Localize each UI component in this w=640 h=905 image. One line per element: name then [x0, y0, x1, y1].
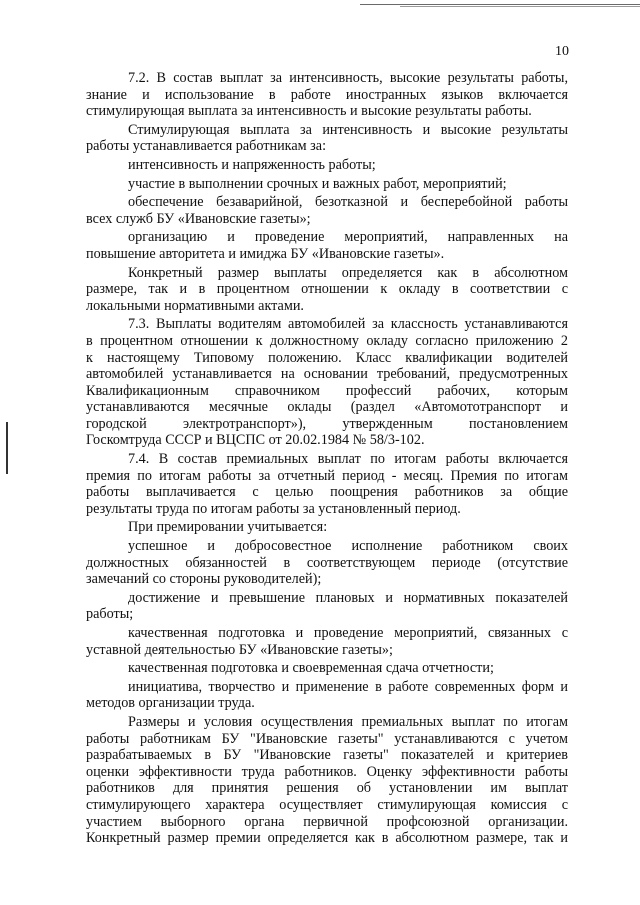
text-line: участием выборного органа первичной профсоюзной организации. [86, 813, 568, 830]
page-number: 10 [555, 44, 569, 59]
text-line: организацию и проведение мероприятий, направленных на [128, 229, 568, 246]
text-line: к настоящему Типовому положению. Класс квалификации водителей [86, 349, 568, 366]
text-line: успешное и добросовестное исполнение работником своих [128, 538, 568, 555]
document-body [86, 70, 568, 847]
text-line: уставной деятельностью БУ «Ивановские газеты»; [86, 641, 393, 658]
text-line: методов организации труда. [86, 695, 255, 712]
text-line: качественная подготовка и проведение мероприятий, связанных с [128, 625, 568, 641]
text-line: работы работникам БУ "Ивановские газеты" устанавливаются с учетом [86, 730, 568, 747]
text-line: 7.3. Выплаты водителям автомобилей за классность устанавливаются [128, 316, 568, 333]
text-line: интенсивность и напряженность работы; [128, 156, 376, 173]
text-line: 7.2. В состав выплат за интенсивность, высокие результаты работы, [128, 70, 568, 86]
text-line: достижение и превышение плановых и нормативных показателей [128, 589, 568, 606]
text-line: работников для принятия решения об установлении им выплат [86, 780, 568, 797]
text-line: стимулирующего характера осуществляет стимулирующая комиссия с [86, 796, 568, 813]
text-line: оценки эффективности труда работников. Оценку эффективности работы [86, 763, 568, 780]
scan-margin-mark [6, 422, 8, 474]
text-line: городской электротранспорт»), утвержденным постановлением [86, 415, 568, 432]
text-line: инициатива, творчество и применение в работе современных форм и [128, 678, 568, 695]
text-line: повышение авторитета и имиджа БУ «Ивановские газеты». [86, 245, 445, 262]
text-line: качественная подготовка и своевременная сдача отчетности; [128, 660, 494, 677]
text-line: результаты труда по итогам работы за установленный период. [86, 500, 461, 517]
text-line: При премировании учитывается: [128, 519, 328, 536]
text-line: устанавливаются месячные оклады (раздел «Автомототранспорт и [86, 399, 568, 416]
text-line: работы выплачивается с целью поощрения работников за общие [86, 484, 568, 501]
text-line: должностных обязанностей в соответствующем периоде (отсутствие [86, 554, 568, 571]
text-line: Размеры и условия осуществления премиальных выплат по итогам [128, 713, 568, 730]
text-line: в процентном отношении к должностному окладу согласно приложению 2 [86, 332, 568, 349]
text-line: Квалификационным справочником профессий рабочих, которым [86, 382, 568, 399]
text-line: стимулирующая выплата за интенсивность и высокие результаты работы. [86, 103, 532, 120]
scan-artifact-line [400, 6, 640, 7]
text-line: Конкретный размер выплаты определяется как в абсолютном [128, 264, 568, 281]
text-line: Госкомтруда СССР и ВЦСПС от 20.02.1984 № 58/3-102. [86, 432, 425, 449]
text-line: замечаний со стороны руководителей); [86, 571, 322, 588]
text-line: Конкретный размер премии определяется как в абсолютном размере, так и [86, 830, 568, 847]
text-line: автомобилей устанавливается на основании требований, предусмотренных [86, 366, 568, 383]
text-line: всех служб БУ «Ивановские газеты»; [86, 210, 311, 227]
text-line: премия по итогам работы за отчетный период - месяц. Премия по итогам [86, 467, 568, 484]
text-line: знание и использование в работе иностранных языков включается [86, 86, 568, 103]
text-line: обеспечение безаварийной, безотказной и бесперебойной работы [128, 194, 568, 211]
text-line: работы устанавливается работникам за: [86, 138, 327, 155]
text-line: Стимулирующая выплата за интенсивность и высокие результаты [128, 121, 568, 138]
text-line: разрабатываемых в БУ "Ивановские газеты" показателей и критериев [86, 747, 568, 764]
text-line: участие в выполнении срочных и важных работ, мероприятий; [128, 175, 507, 192]
text-line: 7.4. В состав премиальных выплат по итогам работы включается [128, 451, 568, 468]
text-line: работы; [86, 606, 134, 623]
text-line: размере, так и в процентном отношении к окладу в соответствии с [86, 281, 568, 298]
text-line: локальными нормативными актами. [86, 297, 304, 314]
scan-artifact-line [360, 4, 640, 5]
